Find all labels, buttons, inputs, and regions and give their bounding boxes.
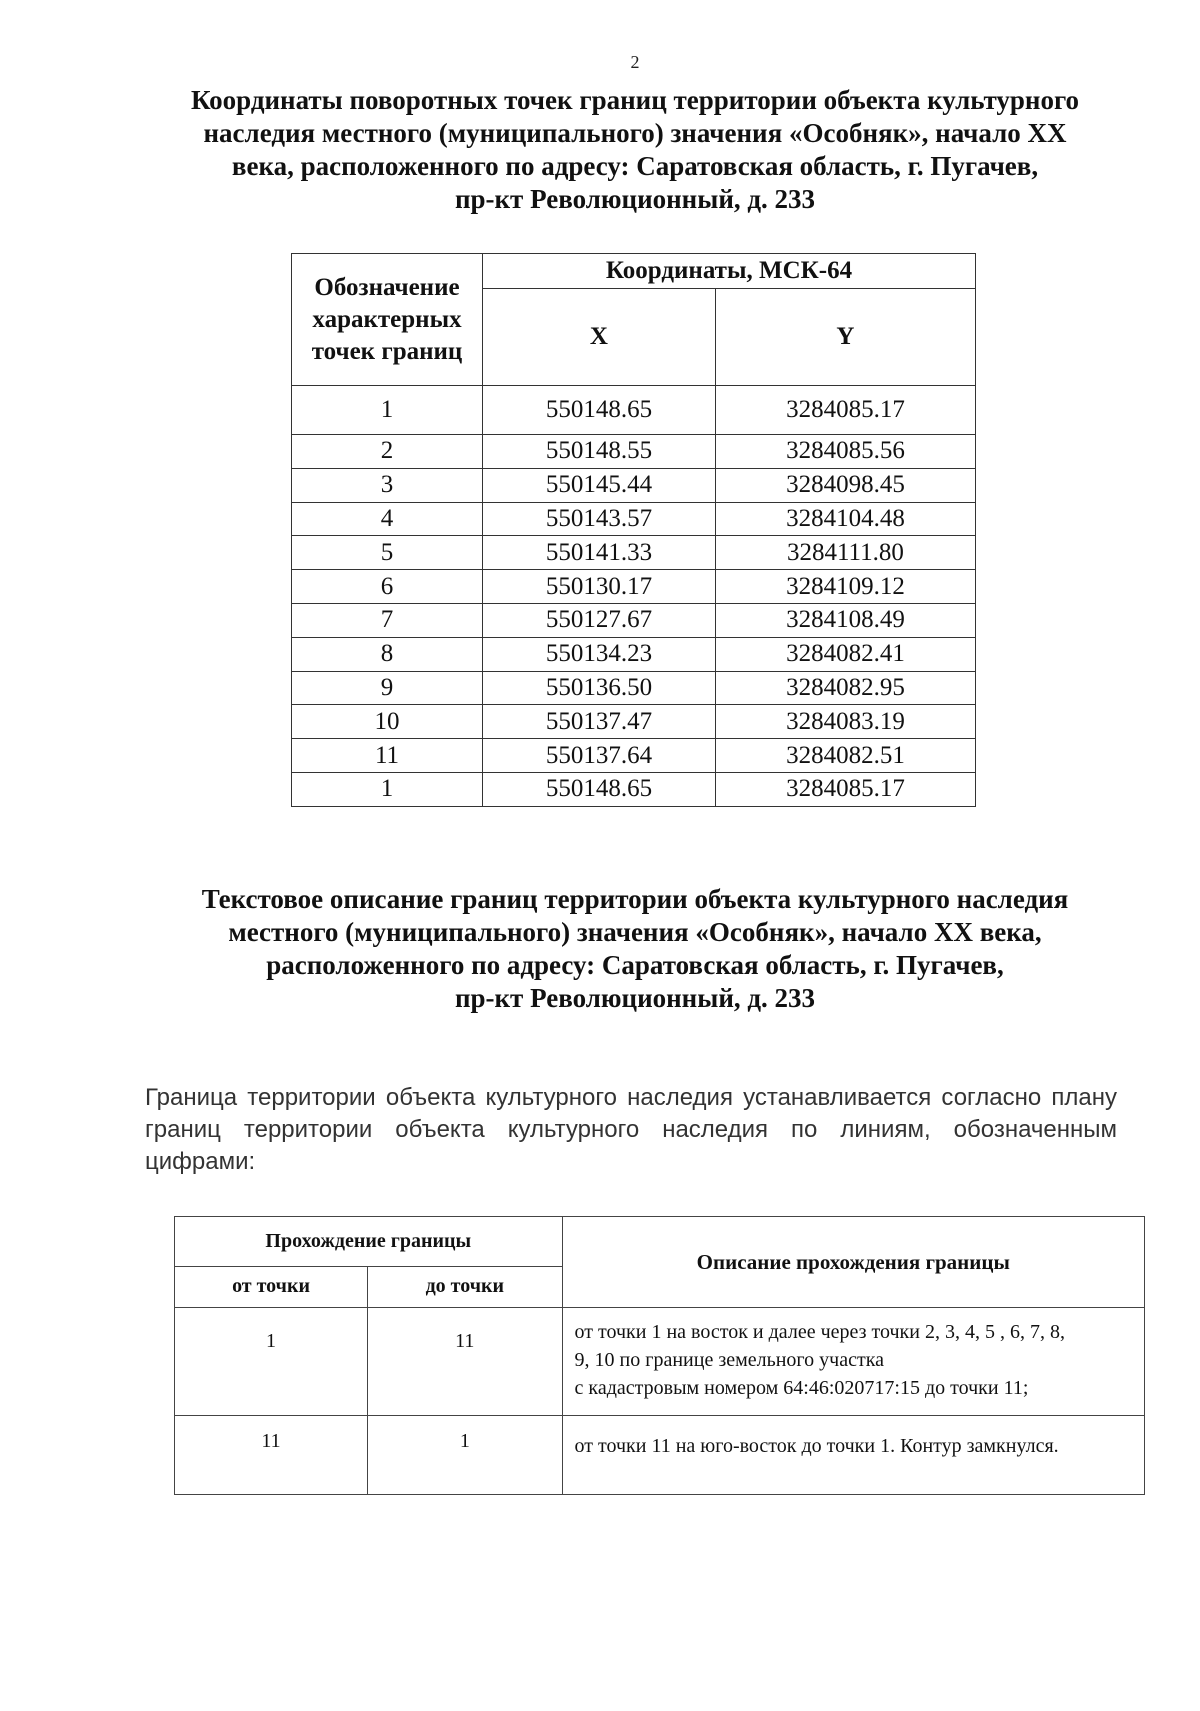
y-cell: 3284083.19: [715, 705, 975, 739]
y-cell: 3284082.95: [715, 671, 975, 705]
table-row: [292, 435, 976, 469]
from-point-cell: 11: [175, 1416, 368, 1495]
y-cell: 3284104.48: [715, 502, 975, 536]
title-line: расположенного по адресу: Саратовская область, г. Пугачев,: [266, 950, 1004, 980]
description-title: [100, 883, 1170, 1015]
table-row: [175, 1308, 1145, 1416]
header-description: Описание прохождения границы: [562, 1217, 1144, 1308]
description-line: от точки 1 на восток и далее через точки 2, 3, 4, 5 , 6, 7, 8,: [574, 1321, 1065, 1343]
description-line: 9, 10 по границе земельного участка: [574, 1349, 884, 1371]
table-row: [292, 536, 976, 570]
description-line: с кадастровым номером 64:46:020717:15 до точки 11;: [574, 1377, 1029, 1399]
header-boundary-passage: Прохождение границы: [175, 1217, 563, 1267]
from-point-cell: 1: [175, 1308, 368, 1416]
y-cell: 3284085.17: [715, 772, 975, 806]
description-line: от точки 11 на юго-восток до точки 1. Контур замкнулся.: [574, 1435, 1059, 1457]
y-cell: 3284085.56: [715, 435, 975, 469]
table-row: [292, 705, 976, 739]
x-cell: 550136.50: [483, 671, 716, 705]
y-cell: 3284108.49: [715, 603, 975, 637]
x-cell: 550137.47: [483, 705, 716, 739]
y-cell: 3284085.17: [715, 386, 975, 435]
header-from-point: от точки: [175, 1266, 368, 1307]
boundary-description-table: [174, 1216, 1145, 1495]
title-line: пр-кт Революционный, д. 233: [454, 983, 816, 1013]
y-cell: 3284109.12: [715, 570, 975, 604]
point-cell: 1: [292, 772, 483, 806]
point-cell: 11: [292, 739, 483, 773]
header-coordinates: Координаты, МСК-64: [483, 254, 976, 289]
y-cell: 3284082.51: [715, 739, 975, 773]
header-point-designation: Обозначение характерных точек границ: [292, 254, 483, 386]
table-row: [175, 1416, 1145, 1495]
table-row: [292, 671, 976, 705]
boundary-paragraph: Граница территории объекта культурного наследия устанавливается согласно плану границ территории объекта культурного наследия по линиям, обозначенным цифрами:: [145, 1084, 1117, 1175]
title-line: Координаты поворотных точек границ территории объекта культурного: [190, 85, 1080, 115]
x-cell: 550148.55: [483, 435, 716, 469]
table-row: [292, 502, 976, 536]
x-cell: 550137.64: [483, 739, 716, 773]
point-cell: 5: [292, 536, 483, 570]
x-cell: 550145.44: [483, 468, 716, 502]
point-cell: 3: [292, 468, 483, 502]
x-cell: 550127.67: [483, 603, 716, 637]
table-row: [292, 603, 976, 637]
header-x: X: [483, 289, 716, 386]
point-cell: 4: [292, 502, 483, 536]
title-line: Текстовое описание границ территории объекта культурного наследия: [201, 884, 1069, 914]
page-number: 2: [630, 52, 640, 72]
title-line: наследия местного (муниципального) значения «Особняк», начало XX: [203, 118, 1067, 148]
title-line: местного (муниципального) значения «Особняк», начало XX века,: [228, 917, 1042, 947]
table-row: [292, 739, 976, 773]
point-cell: 10: [292, 705, 483, 739]
x-cell: 550148.65: [483, 386, 716, 435]
x-cell: 550141.33: [483, 536, 716, 570]
to-point-cell: 11: [368, 1308, 562, 1416]
y-cell: 3284082.41: [715, 637, 975, 671]
table-row: [292, 637, 976, 671]
title-line: века, расположенного по адресу: Саратовская область, г. Пугачев,: [231, 151, 1039, 181]
table-row: [292, 570, 976, 604]
header-to-point: до точки: [368, 1266, 562, 1307]
coordinates-table: [291, 253, 976, 807]
point-cell: 1: [292, 386, 483, 435]
x-cell: 550143.57: [483, 502, 716, 536]
point-cell: 2: [292, 435, 483, 469]
table-row: [292, 772, 976, 806]
title-line: пр-кт Революционный, д. 233: [454, 184, 816, 214]
point-cell: 9: [292, 671, 483, 705]
point-cell: 6: [292, 570, 483, 604]
x-cell: 550130.17: [483, 570, 716, 604]
point-cell: 7: [292, 603, 483, 637]
to-point-cell: 1: [368, 1416, 562, 1495]
table-row: [292, 468, 976, 502]
description-cell: [562, 1308, 1144, 1416]
description-cell: [562, 1416, 1144, 1495]
x-cell: 550134.23: [483, 637, 716, 671]
x-cell: 550148.65: [483, 772, 716, 806]
y-cell: 3284098.45: [715, 468, 975, 502]
header-y: Y: [715, 289, 975, 386]
coordinates-title: [100, 84, 1170, 216]
point-cell: 8: [292, 637, 483, 671]
table-row: [292, 386, 976, 435]
y-cell: 3284111.80: [715, 536, 975, 570]
